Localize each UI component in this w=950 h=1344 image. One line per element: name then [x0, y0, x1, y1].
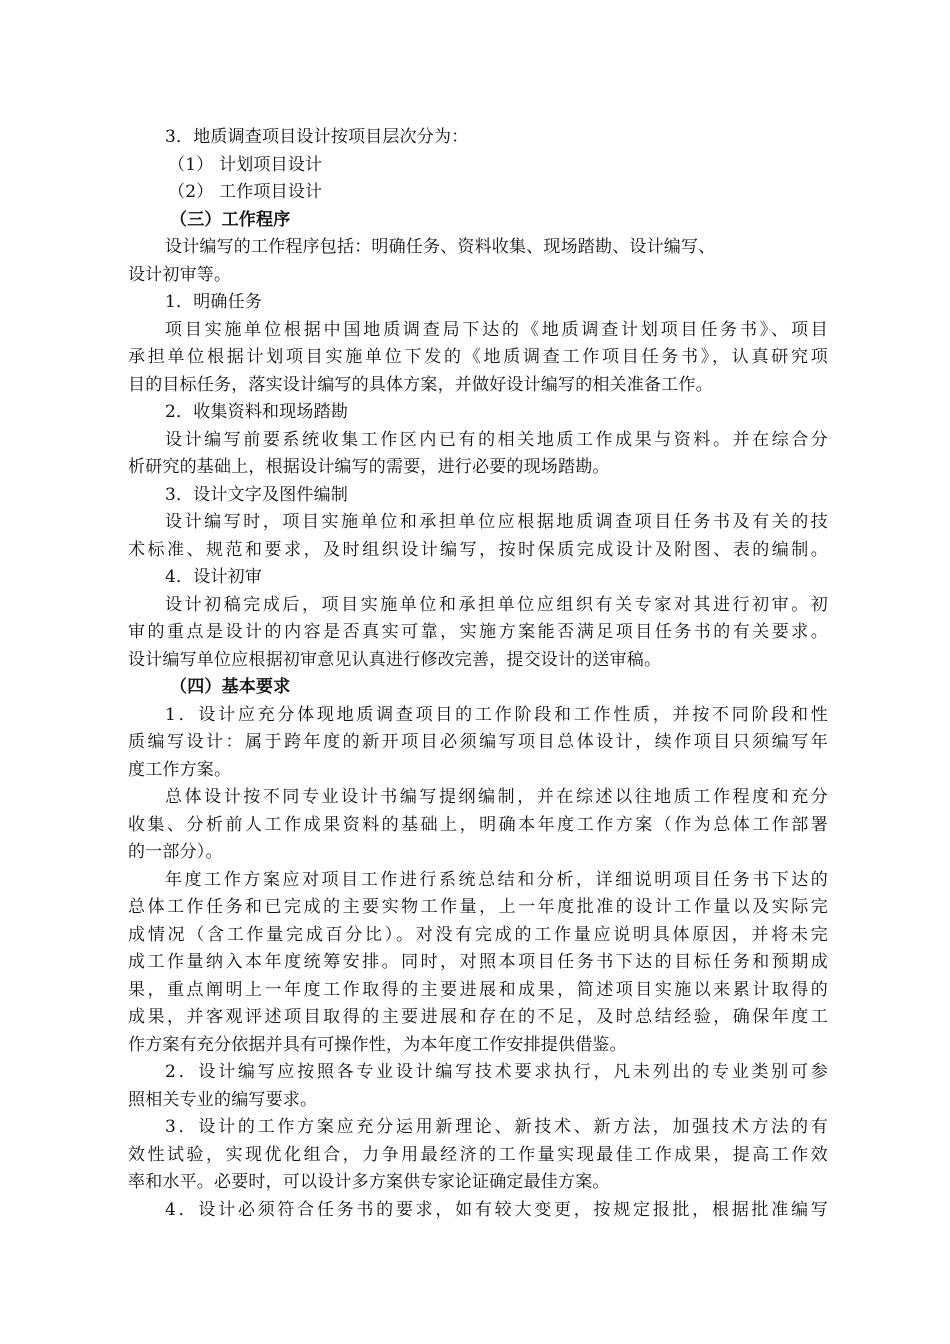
- text-line: 总体工作任务和已完成的主要实物工作量，上一年度批准的设计工作量以及实际完: [128, 897, 828, 917]
- section-heading: （三）工作程序: [170, 209, 291, 230]
- text-line: 果，重点阐明上一年度工作取得的主要进展和成果，简述项目实施以来累计取得的: [128, 979, 828, 1000]
- text-line: 总体设计按不同专业设计书编写提纲编制，并在综述以往地质工作程度和充分: [165, 787, 828, 807]
- text-line: 4．设计初审: [165, 567, 263, 587]
- text-line: 设计初审等。: [128, 264, 232, 285]
- text-line: 审的重点是设计的内容是否真实可靠，实施方案能否满足项目任务书的有关要求。: [128, 622, 828, 642]
- text-line: （2） 工作项目设计: [168, 182, 323, 202]
- text-line: 率和水平。必要时，可以设计多方案供专家论证确定最佳方案。: [128, 1172, 610, 1192]
- text-line: 设计编写时，项目实施单位和承担单位应根据地质调查项目任务书及有关的技: [165, 512, 828, 532]
- text-line: 2．设计编写应按照各专业设计编写技术要求执行，凡未列出的专业类别可参: [165, 1062, 828, 1082]
- text-line: 析研究的基础上，根据设计编写的需要，进行必要的现场踏勘。: [128, 457, 610, 477]
- text-line: 1．设计应充分体现地质调查项目的工作阶段和工作性质，并按不同阶段和性: [165, 704, 828, 725]
- text-line: 收集、分析前人工作成果资料的基础上，明确本年度工作方案（作为总体工作部署: [128, 814, 828, 835]
- text-line: 效性试验，实现优化组合，力争用最经济的工作量实现最佳工作成果，提高工作效: [128, 1144, 828, 1165]
- text-line: 3．地质调查项目设计按项目层次分为：: [165, 127, 469, 147]
- text-line: 年度工作方案应对项目工作进行系统总结和分析，详细说明项目任务书下达的: [165, 869, 828, 890]
- text-line: 照相关专业的编写要求。: [128, 1089, 318, 1110]
- text-line: 质编写设计：属于跨年度的新开项目必须编写项目总体设计，续作项目只须编写年: [128, 732, 828, 752]
- text-line: 4．设计必须符合任务书的要求，如有较大变更，按规定报批，根据批准编写: [165, 1199, 828, 1220]
- text-line: 项目实施单位根据中国地质调查局下达的《地质调查计划项目任务书》、项目: [165, 319, 828, 340]
- text-line: 2．收集资料和现场踏勘: [165, 402, 349, 422]
- text-line: 目的目标任务，落实设计编写的具体方案，并做好设计编写的相关准备工作。: [128, 374, 713, 395]
- text-line: 成情况（含工作量完成百分比）。对没有完成的工作量应说明具体原因，并将未完: [128, 924, 828, 945]
- text-line: 成果，并客观评述项目取得的主要进展和存在的不足，及时总结经验，确保年度工: [128, 1007, 828, 1027]
- text-line: 成工作量纳入本年度统筹安排。同时，对照本项目任务书下达的目标任务和预期成: [128, 952, 828, 972]
- text-line: 的一部分）。: [128, 842, 223, 862]
- text-line: 3．设计的工作方案应充分运用新理论、新技术、新方法，加强技术方法的有: [165, 1117, 828, 1137]
- section-heading: （四）基本要求: [170, 677, 291, 697]
- text-line: 3．设计文字及图件编制: [165, 484, 349, 505]
- document-page: [128, 124, 828, 1224]
- text-line: 设计编写前要系统收集工作区内已有的相关地质工作成果与资料。并在综合分: [165, 429, 828, 450]
- text-line: 1．明确任务: [165, 292, 263, 312]
- text-line: 术标准、规范和要求，及时组织设计编写，按时保质完成设计及附图、表的编制。: [128, 539, 828, 560]
- text-line: 作方案有充分依据并具有可操作性，为本年度工作安排提供借鉴。: [128, 1034, 627, 1055]
- text-line: （1） 计划项目设计: [168, 154, 323, 175]
- text-line: 承担单位根据计划项目实施单位下发的《地质调查工作项目任务书》，认真研究项: [128, 347, 828, 367]
- text-line: 设计编写单位应根据初审意见认真进行修改完善，提交设计的送审稿。: [128, 649, 662, 670]
- text-line: 度工作方案。: [128, 759, 232, 780]
- text-line: 设计编写的工作程序包括：明确任务、资料收集、现场踏勘、设计编写、: [165, 237, 716, 257]
- text-line: 设计初稿完成后，项目实施单位和承担单位应组织有关专家对其进行初审。初: [165, 594, 828, 615]
